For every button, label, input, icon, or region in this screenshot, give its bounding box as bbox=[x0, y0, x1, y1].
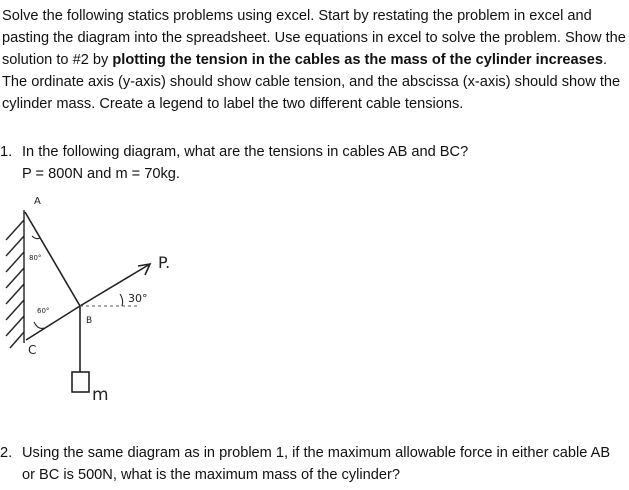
instructions-paragraph bbox=[2, 5, 626, 115]
angle-label-mid: 60° bbox=[37, 307, 50, 315]
label-a: A bbox=[34, 196, 41, 207]
instructions-text-part2: . The ordinate axis (y-axis) should show cable tension, and the abscissa (x-axis) should show the cylinder mass. Create a legend to label the two different cable tensions. bbox=[2, 52, 621, 112]
instructions-text-part1: Solve the following statics problems using excel. Start by restating the problem in excel and pasting the diagram into the spreadsheet. Use equations in excel to solve the problem. Show the solution to #2 by bbox=[2, 8, 626, 68]
statics-diagram bbox=[0, 188, 210, 410]
cylinder bbox=[72, 372, 89, 392]
label-p: P. bbox=[158, 253, 171, 272]
angle-label-force: 30° bbox=[128, 292, 148, 305]
question-1-text: In the following diagram, what are the tensions in cables AB and BC? bbox=[22, 144, 469, 160]
angle-label-top: 80° bbox=[29, 254, 42, 262]
label-m: m bbox=[92, 385, 109, 405]
question-1-given-values: P = 800N and m = 70kg. bbox=[22, 166, 180, 182]
question-2-number: 2. bbox=[0, 445, 13, 461]
instructions-bold-text: plotting the tension in the cables as the mass of the cylinder increases bbox=[112, 52, 603, 68]
question-2-text: Using the same diagram as in problem 1, if the maximum allowable force in either cable AB or BC is 500N, what is the maximum mass of the cylinder? bbox=[22, 445, 611, 483]
angle-arc-force bbox=[120, 294, 123, 306]
label-c: C bbox=[28, 343, 37, 357]
question-1-number: 1. bbox=[0, 144, 13, 160]
wall bbox=[6, 210, 24, 348]
angle-arc-mid bbox=[34, 322, 44, 328]
label-b: B bbox=[86, 316, 93, 326]
